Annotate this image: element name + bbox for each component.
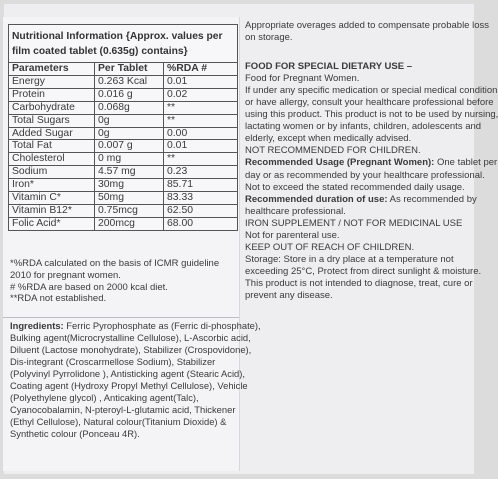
ingredients-first-line [10,320,261,332]
text-line: NOT RECOMMENDED FOR CHILDREN. [245,145,421,157]
rda-value: 0.23 [164,166,238,179]
table-row [9,217,237,229]
nutrition-grid [9,63,237,230]
usage-text: One tablet per [434,157,498,169]
nutrition-table [8,24,238,231]
ingredients-line: Cyanocobalamin, N-pteroyl-L-glutamic acid, Thickener [10,404,236,416]
per-tablet-value: 4.57 mg [95,166,164,179]
text-line: day or as recommended by your healthcare professional. [245,169,485,181]
rda-value: 0.01 [164,140,238,153]
nutrient-name: Iron* [9,179,95,192]
text-line: If under any specific medication or special medical condition [245,85,498,97]
ingredients-line: Dis-integrant (Croscarmellose Sodium), Stabilizer [10,356,216,368]
duration-text: As recommended by [387,193,477,205]
overages-text: Appropriate overages added to compensate probable loss [245,20,489,31]
note-line: **RDA not established. [10,293,107,305]
text-line: Food for Pregnant Women. [245,73,360,85]
nutrition-title [9,25,237,63]
duration-label: Recommended duration of use: [245,193,388,205]
table-header-row [9,63,237,75]
nutrient-name: Cholesterol [9,153,95,166]
table-row [9,114,237,127]
table-row [9,127,237,140]
per-tablet-value: 0 mg [95,153,164,166]
ingredients-line: Coating agent (Hydroxy Propyl Methyl Cellulose), Vehicle [10,380,248,392]
ingredients-block [10,320,261,440]
rda-value: 83.33 [164,192,238,205]
rda-value: ** [164,114,238,127]
table-row [9,166,237,179]
text-line: using this product. This product is not to be used by nursing, [245,109,498,121]
table-row [9,192,237,205]
note-line: 2010 for pregnant women. [10,269,121,281]
ingredients-line: (Polyethylene glycol) , Anticaking agent(Talc), [10,392,199,404]
note-line: # %RDA are based on 2000 kcal diet. [10,281,168,293]
per-tablet-value: 0.263 Kcal [95,75,164,88]
per-tablet-value: 0g [95,127,164,140]
text-line: KEEP OUT OF REACH OF CHILDREN. [245,241,415,253]
nutrient-name: Added Sugar [9,127,95,140]
nutrient-name: Vitamin C* [9,192,95,205]
per-tablet-value: 0.75mcg [95,204,164,217]
rda-value: 0.02 [164,88,238,101]
rda-value: 62.50 [164,204,238,217]
nutrition-rows [9,75,237,229]
rda-value: 68.00 [164,217,238,229]
nutrition-title-line: film coated tablet (0.635g) contains} [12,46,188,57]
nutrient-name: Vitamin B12* [9,204,95,217]
ingredients-line: (Polyvinyl Pyrrolidone ), Antisticking agent (Stearic Acid), [10,368,245,380]
column-header: %RDA # [164,63,238,75]
nutrition-title-line: Nutritional Information {Approx. values per [12,31,223,42]
per-tablet-value: 200mcg [95,217,164,229]
table-row [9,88,237,101]
table-row [9,140,237,153]
text-line: lactating women or by infants, children, adolescents and [245,121,482,133]
ingredients-line: (Ethyl Cellulose), Natural colour(Titanium Dioxide) & [10,416,227,428]
text-line: or have allergy, consult your healthcare professional before [245,97,494,109]
table-row [9,204,237,217]
divider [3,317,239,318]
nutrient-name: Folic Acid* [9,217,95,229]
nutrient-name: Protein [9,88,95,101]
text-line: prevent any disease. [245,289,333,301]
duration-line [245,193,477,206]
column-header: Parameters [9,63,95,75]
ingredients-line: Diluent (Lactose monohydrate), Stabilizer (Crospovidone), [10,344,252,356]
per-tablet-value: 0.007 g [95,140,164,153]
food-heading: FOOD FOR SPECIAL DIETARY USE – [245,61,412,73]
text-line: This product is not intended to diagnose, treat, cure or [245,277,473,289]
rda-value: ** [164,153,238,166]
table-row [9,179,237,192]
nutrient-name: Energy [9,75,95,88]
note-line: *%RDA calculated on the basis of ICMR guideline [10,258,220,269]
table-row [9,75,237,88]
rda-value: 85.71 [164,179,238,192]
rda-value: ** [164,101,238,114]
nutrient-name: Total Fat [9,140,95,153]
ingredients-text: Ferric Pyrophosphate as (Ferric di-phosphate), [63,320,261,331]
text-line: healthcare professional. [245,205,346,217]
rda-value: 0.01 [164,75,238,88]
nutrient-name: Sodium [9,166,95,179]
per-tablet-value: 50mg [95,192,164,205]
per-tablet-value: 30mg [95,179,164,192]
text-line: Not to exceed the stated recommended daily usage. [245,181,465,193]
ingredients-label: Ingredients: [10,320,64,331]
ingredients-line: Bulking agent(Microcrystalline Cellulose), L-Ascorbic acid, [10,332,251,344]
table-row [9,101,237,114]
right-column [245,20,498,302]
text-line: Not for parenteral use. [245,229,340,241]
overages-text: on storage. [245,32,293,44]
nutrient-name: Carbohydrate [9,101,95,114]
ingredients-line: Synthetic colour (Ponceau 4R). [10,428,140,440]
per-tablet-value: 0.068g [95,101,164,114]
per-tablet-value: 0.016 g [95,88,164,101]
column-header: Per Tablet [95,63,164,75]
per-tablet-value: 0g [95,114,164,127]
nutrient-name: Total Sugars [9,114,95,127]
text-line: IRON SUPPLEMENT / NOT FOR MEDICINAL USE [245,217,463,229]
rda-notes [10,258,236,305]
usage-line [245,157,498,169]
rda-value: 0.00 [164,127,238,140]
table-row [9,153,237,166]
usage-label: Recommended Usage (Pregnant Women): [245,157,435,169]
text-line: elderly, except when medically advised. [245,133,412,145]
text-line: exceeding 25°C, Protect from direct sunlight & moisture. [245,265,482,277]
text-line: Storage: Store in a dry place at a temperature not [245,253,454,265]
